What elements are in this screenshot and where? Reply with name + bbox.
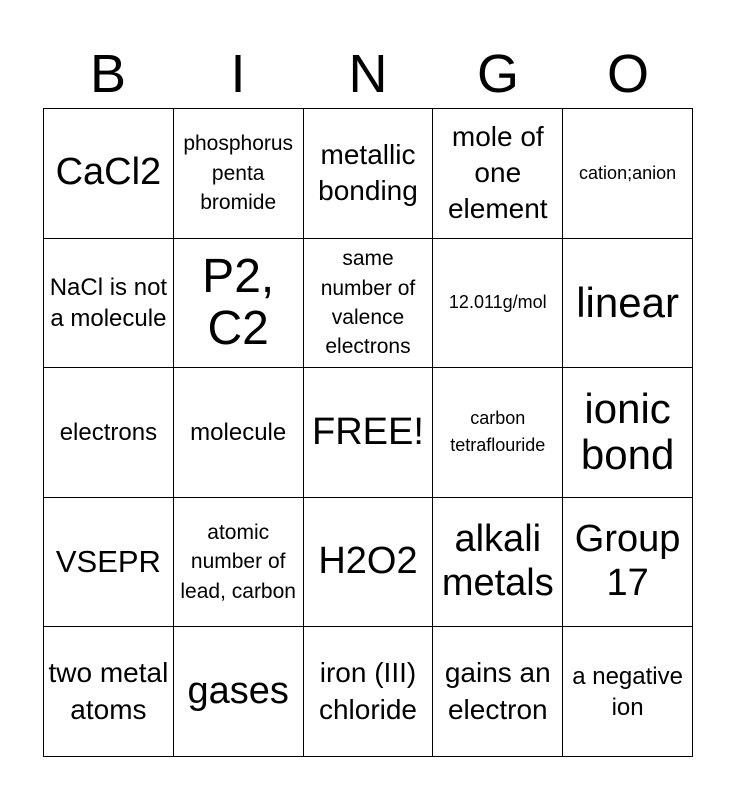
header-letter-b: B [89,44,127,104]
bingo-cell[interactable]: 12.011g/mol [433,239,563,369]
bingo-cell[interactable]: NaCl is not a molecule [44,239,174,369]
bingo-cell[interactable]: P2, C2 [174,239,304,369]
header-letter-o: O [606,44,649,104]
bingo-cell[interactable]: alkali metals [433,498,563,628]
bingo-cell[interactable]: molecule [174,368,304,498]
bingo-cell[interactable]: carbon tetraflouride [433,368,563,498]
bingo-cell[interactable]: CaCl2 [44,109,174,239]
bingo-cell[interactable]: cation;anion [563,109,693,239]
bingo-cell[interactable]: atomic number of lead, carbon [174,498,304,628]
bingo-cell[interactable]: ionic bond [563,368,693,498]
free-space[interactable]: FREE! [304,368,434,498]
bingo-cell[interactable]: linear [563,239,693,369]
bingo-cell[interactable]: gases [174,627,304,757]
bingo-board [43,108,693,757]
header-letter-g: G [476,44,519,104]
bingo-cell[interactable]: Group 17 [563,498,693,628]
bingo-cell[interactable]: two metal atoms [44,627,174,757]
header-letter-i: I [230,44,246,104]
bingo-cell[interactable]: same number of valence electrons [304,239,434,369]
bingo-cell[interactable]: metallic bonding [304,109,434,239]
bingo-header [43,40,693,108]
bingo-cell[interactable]: iron (III) chloride [304,627,434,757]
bingo-cell[interactable]: phosphorus penta bromide [174,109,304,239]
bingo-cell[interactable]: a negative ion [563,627,693,757]
bingo-cell[interactable]: mole of one element [433,109,563,239]
bingo-cell[interactable]: gains an electron [433,627,563,757]
bingo-cell[interactable]: electrons [44,368,174,498]
header-letter-n: N [348,44,388,104]
bingo-cell[interactable]: VSEPR [44,498,174,628]
bingo-cell[interactable]: H2O2 [304,498,434,628]
